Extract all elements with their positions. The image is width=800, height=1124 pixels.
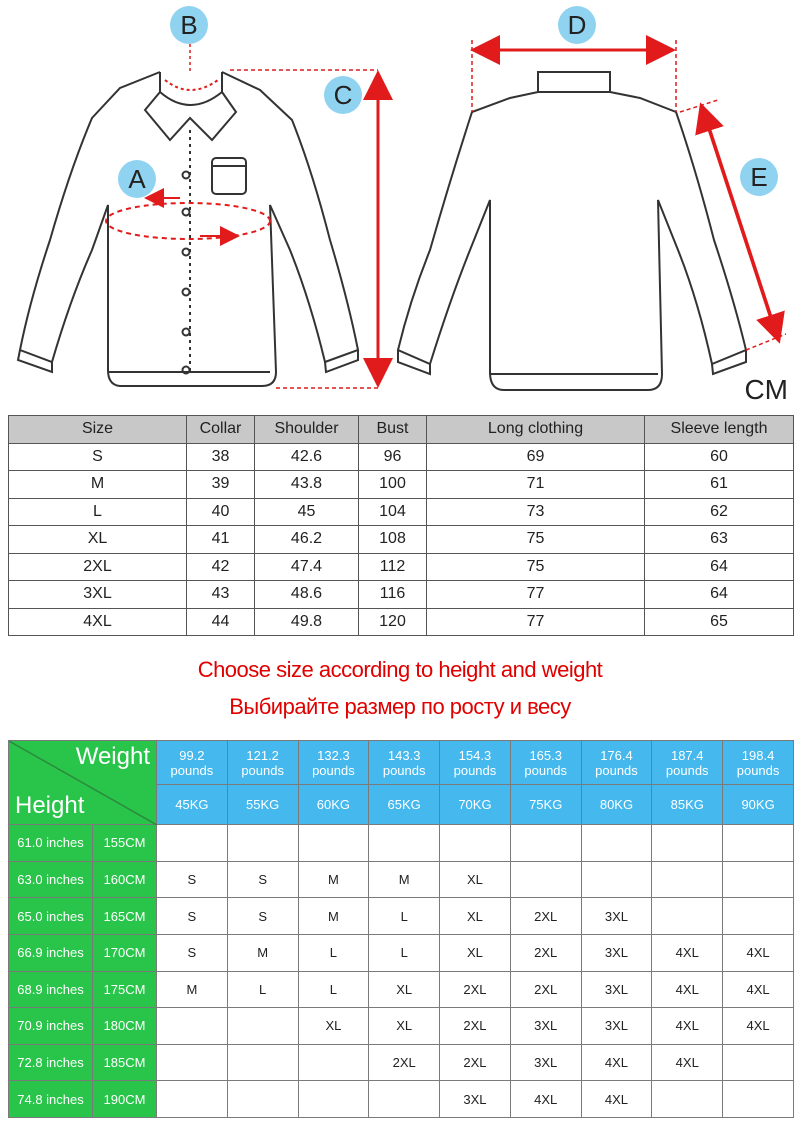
recommended-size-cell: 4XL xyxy=(723,1008,794,1045)
shirt-measurement-diagram xyxy=(0,0,800,410)
recommended-size-cell xyxy=(723,1081,794,1118)
cell-size: S xyxy=(9,443,187,471)
cell-shoulder: 49.8 xyxy=(255,608,359,636)
recommended-size-cell xyxy=(652,825,723,862)
recommended-size-cell: L xyxy=(227,971,298,1008)
cell-long-clothing: 77 xyxy=(427,608,645,636)
cell-bust: 96 xyxy=(359,443,427,471)
size-row xyxy=(9,553,794,581)
corner-header xyxy=(9,741,157,825)
recommended-size-cell xyxy=(227,825,298,862)
height-label: Height xyxy=(15,792,85,819)
recommended-size-cell xyxy=(227,1008,298,1045)
recommended-size-cell xyxy=(510,825,581,862)
recommended-size-cell xyxy=(298,1044,369,1081)
height-row xyxy=(9,1044,794,1081)
cell-bust: 116 xyxy=(359,581,427,609)
cell-sleeve-length: 64 xyxy=(645,553,794,581)
cell-shoulder: 48.6 xyxy=(255,581,359,609)
cell-sleeve-length: 63 xyxy=(645,526,794,554)
height-inches-cell: 65.0 inches xyxy=(9,898,93,935)
recommended-size-cell: 3XL xyxy=(581,1008,652,1045)
cell-collar: 44 xyxy=(187,608,255,636)
recommended-size-cell: L xyxy=(298,971,369,1008)
height-inches-cell: 66.9 inches xyxy=(9,934,93,971)
recommended-size-cell: XL xyxy=(440,934,511,971)
size-row xyxy=(9,581,794,609)
weight-kg-cell: 90KG xyxy=(723,785,794,825)
height-inches-cell: 72.8 inches xyxy=(9,1044,93,1081)
recommended-size-cell: L xyxy=(369,934,440,971)
recommended-size-cell xyxy=(581,825,652,862)
cell-bust: 120 xyxy=(359,608,427,636)
height-row xyxy=(9,1081,794,1118)
cell-bust: 112 xyxy=(359,553,427,581)
recommended-size-cell xyxy=(652,898,723,935)
recommended-size-cell: XL xyxy=(440,861,511,898)
unit-label: CM xyxy=(744,374,788,405)
recommended-size-cell: 4XL xyxy=(510,1081,581,1118)
recommended-size-cell: M xyxy=(157,971,228,1008)
height-row xyxy=(9,971,794,1008)
cell-sleeve-length: 65 xyxy=(645,608,794,636)
height-row xyxy=(9,898,794,935)
recommended-size-cell: S xyxy=(157,934,228,971)
weight-kg-cell: 45KG xyxy=(157,785,228,825)
weight-pounds-row xyxy=(9,741,794,785)
height-weight-chart xyxy=(8,740,794,1118)
header-collar: Collar xyxy=(187,416,255,444)
cell-long-clothing: 73 xyxy=(427,498,645,526)
cell-shoulder: 45 xyxy=(255,498,359,526)
recommended-size-cell xyxy=(157,1008,228,1045)
recommended-size-cell xyxy=(369,1081,440,1118)
cell-sleeve-length: 60 xyxy=(645,443,794,471)
height-inches-cell: 68.9 inches xyxy=(9,971,93,1008)
label-badge-b: B xyxy=(170,6,208,44)
height-row xyxy=(9,1008,794,1045)
recommended-size-cell: M xyxy=(298,861,369,898)
recommended-size-cell xyxy=(723,825,794,862)
cell-shoulder: 42.6 xyxy=(255,443,359,471)
height-cm-cell: 160CM xyxy=(93,861,157,898)
height-cm-cell: 190CM xyxy=(93,1081,157,1118)
recommended-size-cell: 4XL xyxy=(723,934,794,971)
height-row xyxy=(9,934,794,971)
cell-long-clothing: 75 xyxy=(427,553,645,581)
recommended-size-cell xyxy=(227,1081,298,1118)
cell-size: L xyxy=(9,498,187,526)
cell-size: 2XL xyxy=(9,553,187,581)
weight-pounds-cell: 132.3 pounds xyxy=(298,741,369,785)
header-bust: Bust xyxy=(359,416,427,444)
weight-pounds-cell: 187.4 pounds xyxy=(652,741,723,785)
recommended-size-cell: XL xyxy=(440,898,511,935)
height-inches-cell: 74.8 inches xyxy=(9,1081,93,1118)
size-row xyxy=(9,498,794,526)
recommended-size-cell: 4XL xyxy=(723,971,794,1008)
header-long-clothing: Long clothing xyxy=(427,416,645,444)
size-table-header xyxy=(9,416,794,444)
recommended-size-cell: 2XL xyxy=(369,1044,440,1081)
height-cm-cell: 185CM xyxy=(93,1044,157,1081)
back-shirt xyxy=(398,72,746,390)
weight-kg-cell: 85KG xyxy=(652,785,723,825)
size-row xyxy=(9,526,794,554)
cell-long-clothing: 69 xyxy=(427,443,645,471)
recommended-size-cell xyxy=(298,825,369,862)
label-badge-d: D xyxy=(558,6,596,44)
recommended-size-cell: 2XL xyxy=(440,1008,511,1045)
height-inches-cell: 70.9 inches xyxy=(9,1008,93,1045)
recommended-size-cell xyxy=(723,861,794,898)
back-measure-lines xyxy=(472,40,786,350)
recommended-size-cell xyxy=(227,1044,298,1081)
header-shoulder: Shoulder xyxy=(255,416,359,444)
cell-collar: 41 xyxy=(187,526,255,554)
recommended-size-cell: 3XL xyxy=(581,934,652,971)
cell-size: 3XL xyxy=(9,581,187,609)
cell-collar: 39 xyxy=(187,471,255,499)
weight-kg-cell: 60KG xyxy=(298,785,369,825)
weight-pounds-cell: 121.2 pounds xyxy=(227,741,298,785)
label-badge-e: E xyxy=(740,158,778,196)
recommended-size-cell: S xyxy=(227,861,298,898)
height-row xyxy=(9,825,794,862)
cell-collar: 43 xyxy=(187,581,255,609)
recommended-size-cell xyxy=(157,1081,228,1118)
size-row xyxy=(9,443,794,471)
recommended-size-cell xyxy=(652,861,723,898)
recommended-size-cell: XL xyxy=(298,1008,369,1045)
cell-sleeve-length: 64 xyxy=(645,581,794,609)
cell-bust: 104 xyxy=(359,498,427,526)
recommended-size-cell: S xyxy=(157,898,228,935)
cell-bust: 108 xyxy=(359,526,427,554)
recommended-size-cell: 2XL xyxy=(440,971,511,1008)
cell-collar: 38 xyxy=(187,443,255,471)
cell-shoulder: 43.8 xyxy=(255,471,359,499)
recommended-size-cell: 2XL xyxy=(440,1044,511,1081)
recommended-size-cell: 2XL xyxy=(510,971,581,1008)
cell-long-clothing: 75 xyxy=(427,526,645,554)
weight-pounds-cell: 198.4 pounds xyxy=(723,741,794,785)
note-russian: Выбирайте размер по росту и весу xyxy=(229,694,571,719)
cell-collar: 42 xyxy=(187,553,255,581)
height-cm-cell: 155CM xyxy=(93,825,157,862)
recommended-size-cell xyxy=(723,898,794,935)
height-cm-cell: 170CM xyxy=(93,934,157,971)
height-cm-cell: 165CM xyxy=(93,898,157,935)
recommended-size-cell: L xyxy=(369,898,440,935)
cell-size: M xyxy=(9,471,187,499)
weight-pounds-cell: 99.2 pounds xyxy=(157,741,228,785)
header-size: Size xyxy=(9,416,187,444)
header-sleeve-length: Sleeve length xyxy=(645,416,794,444)
recommended-size-cell: 4XL xyxy=(652,1008,723,1045)
size-row xyxy=(9,608,794,636)
cell-size: 4XL xyxy=(9,608,187,636)
cell-collar: 40 xyxy=(187,498,255,526)
recommended-size-cell: 2XL xyxy=(510,934,581,971)
recommended-size-cell: M xyxy=(298,898,369,935)
recommended-size-cell xyxy=(157,825,228,862)
recommended-size-cell: 2XL xyxy=(510,898,581,935)
height-inches-cell: 61.0 inches xyxy=(9,825,93,862)
height-inches-cell: 63.0 inches xyxy=(9,861,93,898)
height-cm-cell: 175CM xyxy=(93,971,157,1008)
recommended-size-cell: S xyxy=(227,898,298,935)
recommended-size-cell: XL xyxy=(369,1008,440,1045)
size-table xyxy=(8,415,794,636)
cell-sleeve-length: 62 xyxy=(645,498,794,526)
recommended-size-cell xyxy=(723,1044,794,1081)
cell-bust: 100 xyxy=(359,471,427,499)
note-english: Choose size according to height and weight xyxy=(197,657,603,682)
recommended-size-cell: 4XL xyxy=(652,934,723,971)
recommended-size-cell: M xyxy=(227,934,298,971)
recommended-size-cell: M xyxy=(369,861,440,898)
weight-kg-cell: 75KG xyxy=(510,785,581,825)
recommended-size-cell: 3XL xyxy=(510,1044,581,1081)
recommended-size-cell: 3XL xyxy=(581,898,652,935)
cell-shoulder: 47.4 xyxy=(255,553,359,581)
recommended-size-cell xyxy=(369,825,440,862)
recommended-size-cell xyxy=(581,861,652,898)
recommended-size-cell: 3XL xyxy=(440,1081,511,1118)
cell-long-clothing: 71 xyxy=(427,471,645,499)
weight-kg-cell: 80KG xyxy=(581,785,652,825)
cell-sleeve-length: 61 xyxy=(645,471,794,499)
height-cm-cell: 180CM xyxy=(93,1008,157,1045)
height-row xyxy=(9,861,794,898)
recommended-size-cell: 4XL xyxy=(581,1044,652,1081)
cell-shoulder: 46.2 xyxy=(255,526,359,554)
recommended-size-cell: 4XL xyxy=(652,971,723,1008)
weight-kg-cell: 70KG xyxy=(440,785,511,825)
label-badge-c: C xyxy=(324,76,362,114)
label-badge-a: A xyxy=(118,160,156,198)
weight-kg-cell: 55KG xyxy=(227,785,298,825)
recommended-size-cell: 3XL xyxy=(510,1008,581,1045)
recommended-size-cell: L xyxy=(298,934,369,971)
recommended-size-cell: 3XL xyxy=(581,971,652,1008)
recommended-size-cell: 4XL xyxy=(581,1081,652,1118)
weight-pounds-cell: 154.3 pounds xyxy=(440,741,511,785)
cell-long-clothing: 77 xyxy=(427,581,645,609)
weight-pounds-cell: 176.4 pounds xyxy=(581,741,652,785)
cell-size: XL xyxy=(9,526,187,554)
recommended-size-cell xyxy=(510,861,581,898)
recommended-size-cell xyxy=(298,1081,369,1118)
recommended-size-cell xyxy=(157,1044,228,1081)
front-shirt xyxy=(18,72,358,386)
weight-label: Weight xyxy=(75,743,150,770)
recommended-size-cell: 4XL xyxy=(652,1044,723,1081)
recommended-size-cell: S xyxy=(157,861,228,898)
shirt-illustration xyxy=(0,0,800,410)
weight-kg-cell: 65KG xyxy=(369,785,440,825)
size-row xyxy=(9,471,794,499)
weight-pounds-cell: 165.3 pounds xyxy=(510,741,581,785)
recommended-size-cell xyxy=(652,1081,723,1118)
weight-pounds-cell: 143.3 pounds xyxy=(369,741,440,785)
recommended-size-cell: XL xyxy=(369,971,440,1008)
recommended-size-cell xyxy=(440,825,511,862)
